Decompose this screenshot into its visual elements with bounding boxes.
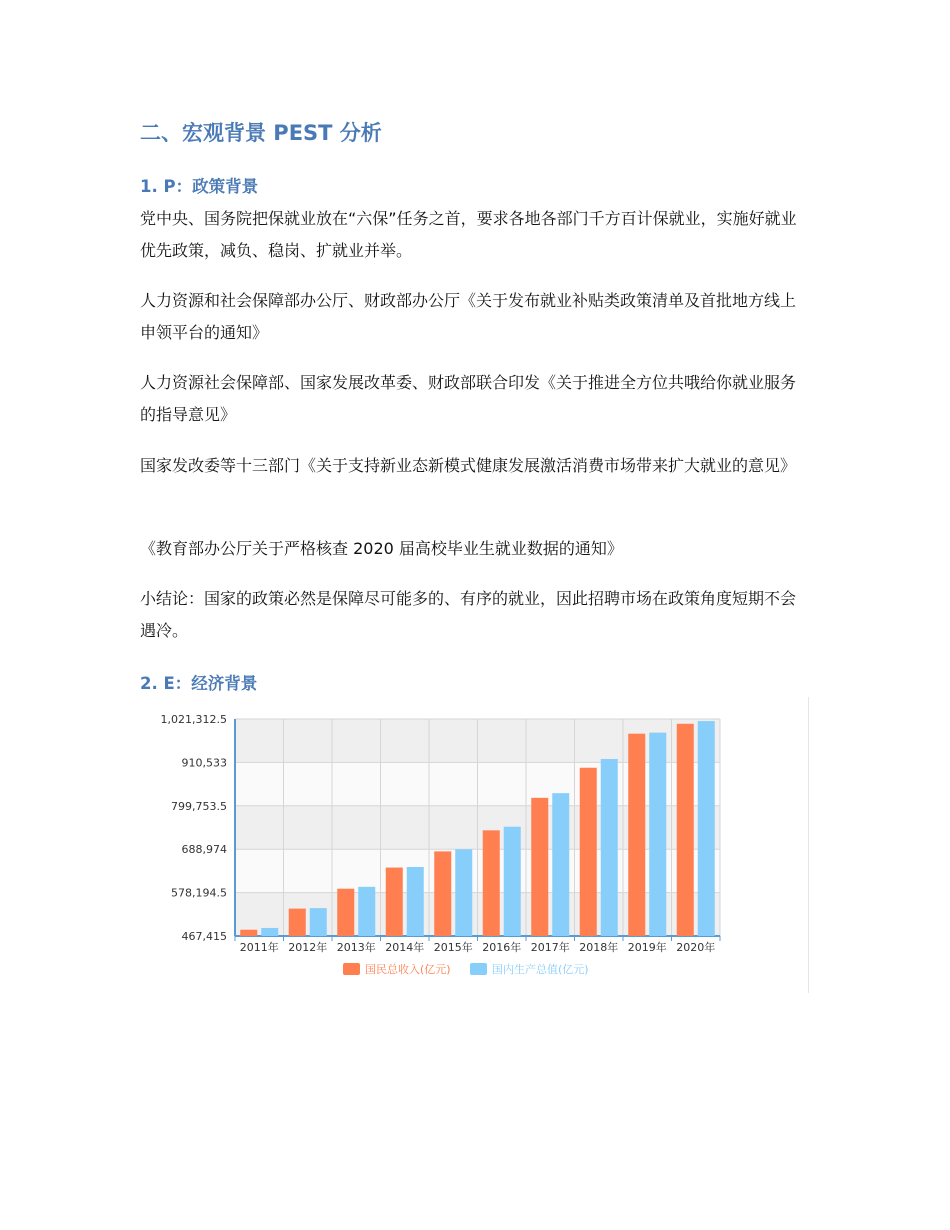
paragraph-policy-doc-2: 人力资源社会保障部、国家发展改革委、财政部联合印发《关于推进全方位共哦给你就业服务的指导意见》	[140, 373, 797, 424]
y-tick-label: 578,194.5	[171, 886, 227, 900]
y-tick-label: 688,974	[181, 843, 227, 857]
bar-gni	[483, 830, 500, 936]
legend-label: 国民总收入(亿元)	[365, 963, 451, 976]
x-tick-label: 2017年	[530, 941, 570, 954]
x-tick-label: 2016年	[482, 941, 522, 954]
legend-swatch	[470, 963, 487, 975]
legend-label: 国内生产总值(亿元)	[492, 963, 589, 976]
x-tick-label: 2013年	[336, 941, 376, 954]
bar-gdp	[698, 721, 715, 936]
economy-heading: 2. E：经济背景	[140, 674, 258, 693]
policy-heading: 1. P：政策背景	[140, 177, 259, 196]
x-tick-label: 2018年	[579, 941, 619, 954]
bar-gdp	[261, 928, 278, 936]
paragraph-policy-intro: 党中央、国务院把保就业放在“六保”任务之首，要求各地各部门千方百计保就业，实施好就业优先政策，减负、稳岗、扩就业并举。	[140, 209, 797, 260]
bar-gni	[240, 930, 257, 936]
bar-gdp	[407, 867, 424, 936]
bar-gdp	[455, 849, 472, 936]
paragraph-policy-doc-1: 人力资源和社会保障部办公厅、财政部办公厅《关于发布就业补贴类政策清单及首批地方线上申领平台的通知》	[140, 291, 797, 342]
bar-gdp	[601, 759, 618, 936]
section-title: 二、宏观背景 PEST 分析	[140, 121, 382, 145]
y-tick-label: 910,533	[181, 756, 227, 770]
bar-gni	[677, 724, 694, 936]
x-tick-label: 2011年	[239, 941, 279, 954]
bar-gdp	[358, 887, 375, 936]
bar-gni	[628, 734, 645, 936]
bar-gni	[386, 868, 403, 936]
x-tick-label: 2019年	[627, 941, 667, 954]
bar-gni	[434, 851, 451, 936]
x-tick-label: 2012年	[288, 941, 328, 954]
bar-gni	[580, 768, 597, 936]
x-tick-label: 2014年	[385, 941, 425, 954]
bar-gdp	[649, 733, 666, 936]
bar-gni	[289, 909, 306, 936]
legend-swatch	[343, 963, 360, 975]
economy-chart	[140, 697, 810, 993]
paragraph-policy-doc-3: 国家发改委等十三部门《关于支持新业态新模式健康发展激活消费市场带来扩大就业的意见》	[140, 456, 797, 475]
y-tick-label: 799,753.5	[171, 799, 227, 813]
x-tick-label: 2015年	[433, 941, 473, 954]
paragraph-conclusion: 小结论：国家的政策必然是保障尽可能多的、有序的就业，因此招聘市场在政策角度短期不会遇冷。	[140, 589, 797, 640]
bar-gni	[531, 798, 548, 936]
bar-gni	[337, 889, 354, 936]
bar-gdp	[310, 908, 327, 936]
bar-gdp	[504, 827, 521, 936]
bar-gdp	[552, 793, 569, 936]
paragraph-policy-doc-4: 《教育部办公厅关于严格核查 2020 届高校毕业生就业数据的通知》	[140, 539, 623, 558]
bar-chart-svg	[140, 697, 810, 993]
x-tick-label: 2020年	[676, 941, 716, 954]
y-tick-label: 467,415	[181, 930, 227, 943]
chart-divider	[808, 697, 809, 993]
y-tick-label: 1,021,312.5	[160, 713, 227, 726]
